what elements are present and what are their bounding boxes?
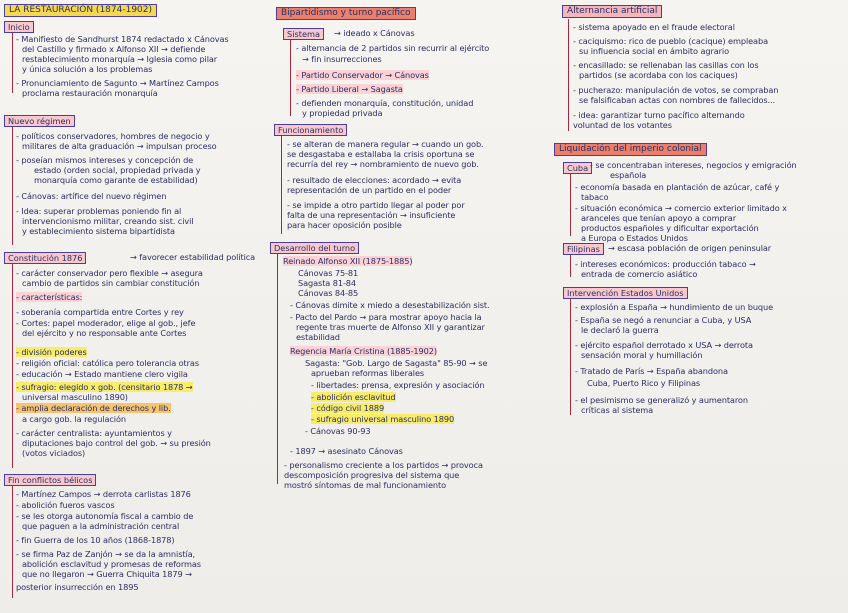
text-line: española (610, 170, 647, 180)
text-line: - alternancia de 2 partidos sin recurrir al ejército (296, 43, 490, 53)
bracket-line (12, 264, 13, 468)
text-line: partidos (se acordaba con los caciques) (579, 70, 738, 80)
text-line: cambio de partidos sin cambiar constitución (22, 278, 200, 288)
text-line: - división poderes (16, 347, 87, 357)
bracket-line (12, 486, 13, 598)
bracket-line (290, 40, 291, 116)
text-line: → fin insurrecciones (302, 54, 382, 64)
text-line: representación de un partido en el poder (287, 185, 452, 195)
text-line: - fin Guerra de los 10 años (1868-1878) (16, 535, 175, 545)
text-line: regente tras muerte de Alfonso XII y garantizar (296, 322, 485, 332)
turno-year: Cánovas 84-85 (298, 288, 359, 298)
text-line: - defienden monarquía, constitución, unidad (296, 98, 474, 108)
text-line: - libertades: prensa, expresión y asociación (311, 380, 485, 390)
text-line: estabilidad (296, 332, 340, 342)
bracket-line (281, 136, 282, 234)
heading-inicio: Inicio (4, 21, 34, 33)
text-line: - Tratado de París → España abandona (575, 366, 728, 376)
text-line: - Manifiesto de Sandhurst 1874 redactado x Cánovas (16, 34, 229, 44)
text-line: - el pesimismo se generalizó y aumentaron (575, 395, 748, 405)
text-line: le declaró la guerra (581, 325, 659, 335)
text-line: - Idea: superar problemas poniendo fin al (16, 206, 182, 216)
reinado-alfonso: Reinado Alfonso XII (1875-1885) (283, 256, 413, 266)
text-line: del Castillo y firmado x Alfonso XII → defiende (22, 44, 206, 54)
text-line: - idea: garantizar turno pacífico alternando (573, 110, 745, 120)
text-line: - código civil 1889 (311, 403, 385, 413)
text-line: monarquía como garante de estabilidad) (34, 175, 198, 185)
text-line: falta de una representación → insuficiente (287, 210, 456, 220)
text-line: - intereses económicos: producción tabaco → (575, 259, 756, 269)
heading-desarrollo-turno: Desarrollo del turno (270, 242, 359, 254)
heading-fin-conflictos: Fin conflictos bélicos (4, 474, 96, 486)
text-line: Cuba, Puerto Rico y Filipinas (587, 378, 701, 388)
text-line: - Partido Liberal → Sagasta (296, 84, 403, 94)
text-line: posterior insurrección en 1895 (16, 582, 139, 592)
text-line: - carácter conservador pero flexible → asegura (16, 268, 203, 278)
text-line: recurría del rey → nombramiento de nuevo gob. (287, 159, 479, 169)
text-line: descomposición progresiva del sistema que (284, 470, 460, 480)
text-line: voluntad de los votantes (573, 120, 672, 130)
text-line: - abolición esclavitud (311, 392, 396, 402)
text-line: - Partido Conservador → Cánovas (296, 70, 429, 80)
filipinas-note: → escasa población de origen peninsular (608, 243, 772, 253)
bracket-line (570, 255, 571, 277)
text-line: tabaco (581, 192, 609, 202)
text-line: - España se negó a renunciar a Cuba, y USA (575, 315, 752, 325)
text-line: - Cánovas dimite x miedo a desestabilización sist. (290, 300, 490, 310)
text-line: su influencia social en ámbito agrario (579, 46, 729, 56)
text-line: - economía basada en plantación de azúcar, café y (575, 182, 780, 192)
bracket-line (570, 299, 571, 415)
text-line: a Europa o Estados Unidos (581, 233, 688, 243)
constitucion-note: → favorecer estabilidad política (130, 252, 256, 262)
text-line: Sagasta: "Gob. Largo de Sagasta" 85-90 → se (305, 358, 488, 368)
text-line: - pucherazo: manipulación de votos, se compraban (573, 85, 779, 95)
text-line: y establecimiento sistema bipartidista (22, 226, 175, 236)
section-title-imperio-colonial: Liquidación del imperio colonial (554, 143, 707, 156)
text-line: entrada de comercio asiático (581, 269, 698, 279)
text-line: - encasillado: se rellenaban las casillas con los (573, 60, 759, 70)
heading-nuevo-regimen: Nuevo régimen (4, 115, 75, 127)
text-line: se falsificaban actas con nombres de fallecidos... (579, 95, 776, 105)
turno-year: Cánovas 75-81 (298, 268, 359, 278)
text-line: - caciquismo: rico de pueblo (cacique) empleaba (573, 36, 768, 46)
text-line: productos españoles y dificultar exportación (581, 223, 759, 233)
heading-constitucion: Constitución 1876 (4, 252, 86, 264)
text-line: para hacer oposición posible (287, 220, 402, 230)
section-title-restauracion: LA RESTAURACIÓN (1874-1902) (4, 4, 157, 17)
text-line: - Cortes: papel moderador, elige al gob., jefe (16, 318, 196, 328)
text-line: se desgastaba e estallaba la crisis oportuna se (287, 149, 475, 159)
text-line: que paguen a la administración central (22, 521, 180, 531)
text-line: militares de alta graduación → impulsan proceso (22, 141, 217, 151)
text-line: y propiedad privada (302, 108, 383, 118)
text-line: aranceles que tenían apoyo a comprar (581, 213, 736, 223)
text-line: - Cánovas: artífice del nuevo régimen (16, 191, 167, 201)
text-line: aprueban reformas liberales (311, 368, 425, 378)
text-line: - sufragio universal masculino 1890 (311, 414, 455, 424)
text-line: restablecimiento monarquía → Iglesia como pilar (22, 54, 218, 64)
text-line: - 1897 → asesinato Cánovas (290, 446, 403, 456)
heading-funcionamiento: Funcionamiento (274, 124, 347, 136)
text-line: - Cánovas 90-93 (305, 426, 371, 436)
text-line: - personalismo creciente a los partidos → provoca (284, 460, 483, 470)
text-line: - políticos conservadores, hombres de negocio y (16, 131, 210, 141)
bracket-line (277, 254, 278, 484)
text-line: - soberanía compartida entre Cortes y rey (16, 307, 184, 317)
heading-cuba: Cuba (563, 162, 592, 174)
text-line: y única solución a los problemas (22, 64, 153, 74)
text-line: a cargo gob. la regulación (22, 414, 126, 424)
heading-filipinas: Filipinas (563, 243, 604, 255)
text-line: - resultado de elecciones: acordado → evita (287, 175, 462, 185)
heading-alternancia: Alternancia artificial (562, 5, 662, 18)
text-line: mostró síntomas de mal funcionamiento (284, 480, 447, 490)
text-line: - carácter centralista: ayuntamientos y (16, 428, 172, 438)
text-line: - explosión a España → hundimiento de un buque (575, 302, 774, 312)
text-line: que no llegaron → Guerra Chiquita 1879 → (22, 569, 192, 579)
sistema-note: → ideado x Cánovas (334, 28, 415, 38)
text-line: proclama restauración monarquía (22, 88, 158, 98)
heading-intervencion-usa: Intervención Estados Unidos (563, 287, 688, 299)
bracket-line (12, 127, 13, 245)
text-line: intervencionismo militar, creando sist. civil (22, 216, 194, 226)
text-line: universal masculino 1890) (22, 392, 128, 402)
text-line: - se alteran de manera regular → cuando un gob. (287, 139, 484, 149)
text-line: - educación → Estado mantiene clero vigila (16, 369, 188, 379)
text-line: - Pronunciamiento de Sagunto → Martínez Campos (16, 78, 219, 88)
text-line: - abolición fueros vascos (16, 500, 115, 510)
regencia-maria-cristina: Regencia María Cristina (1885-1902) (290, 346, 437, 356)
text-line: - Martínez Campos → derrota carlistas 1876 (16, 489, 191, 499)
text-line: - características: (16, 292, 83, 302)
text-line: estado (orden social, propiedad privada y (34, 165, 201, 175)
text-line: abolición esclavitud y promesas de reformas (22, 559, 201, 569)
text-line: del ejército y no responsable ante Cortes (22, 328, 187, 338)
turno-year: Sagasta 81-84 (298, 278, 357, 288)
text-line: - religión oficial: católica pero tolerancia otras (16, 358, 200, 368)
text-line: - sistema apoyado en el fraude electoral (573, 22, 735, 32)
heading-sistema: Sistema (283, 28, 324, 40)
text-line: críticas al sistema (581, 405, 654, 415)
bracket-line (568, 19, 569, 131)
section-title-bipartidismo: Bipartidismo y turno pacífico (276, 7, 416, 20)
bracket-line (570, 174, 571, 236)
text-line: - ejército español derrotado x USA → derrota (575, 340, 753, 350)
text-line: - se firma Paz de Zanjón → se da la amnistía, (16, 549, 196, 559)
text-line: - Pacto del Pardo → para mostrar apoyo hacia la (290, 312, 482, 322)
text-line: sensación moral y humillación (581, 350, 703, 360)
text-line: - sufragio: elegido x gob. (censitario 1878 → (16, 382, 193, 392)
bracket-line (12, 33, 13, 93)
text-line: - se les otorga autonomía fiscal a cambio de (16, 511, 194, 521)
text-line: - amplia declaración de derechos y lib. (16, 403, 171, 413)
text-line: - se impide a otro partido llegar al poder por (287, 200, 465, 210)
text-line: - poseían mismos intereses y concepción de (16, 155, 194, 165)
text-line: - se concentraban intereses, negocios y emigración (590, 160, 797, 170)
text-line: (votos viciados) (22, 448, 86, 458)
text-line: diputaciones bajo control del gob. → su presión (22, 438, 211, 448)
text-line: - situación económica → comercio exterior limitado x (575, 203, 787, 213)
